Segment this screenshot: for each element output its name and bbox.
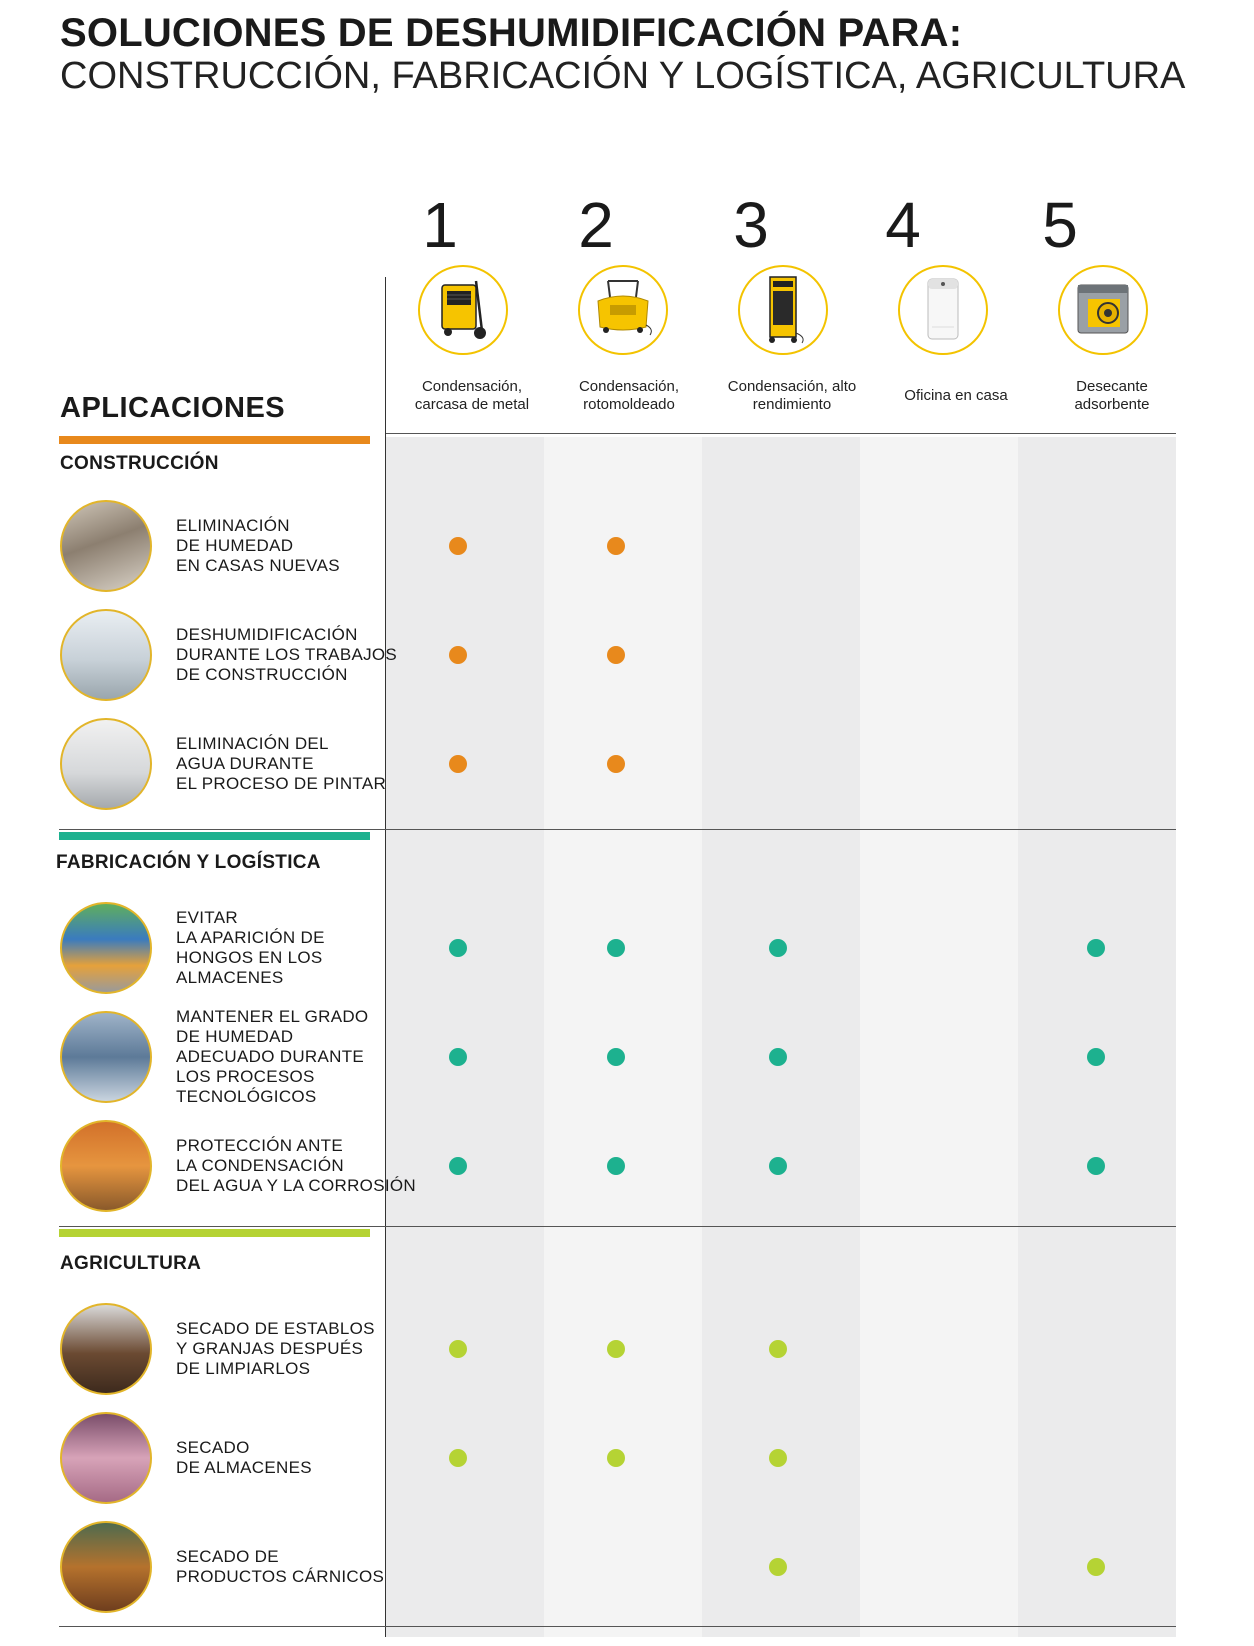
suitability-dot <box>449 646 467 664</box>
application-photo <box>60 500 152 592</box>
suitability-dot <box>1087 1558 1105 1576</box>
suitability-dot <box>1087 939 1105 957</box>
application-label: ELIMINACIÓN DE HUMEDAD EN CASAS NUEVAS <box>176 516 340 575</box>
application-label: SECADO DE PRODUCTOS CÁRNICOS <box>176 1547 385 1586</box>
suitability-dot <box>607 1048 625 1066</box>
column-label-5: Desecante adsorbente <box>1074 378 1150 413</box>
section-title-fabricacion: FABRICACIÓN Y LOGÍSTICA <box>56 852 321 873</box>
suitability-dot <box>607 755 625 773</box>
table-bottom-border <box>59 1626 1176 1627</box>
application-label: SECADO DE ALMACENES <box>176 1438 312 1477</box>
suitability-dot <box>769 1157 787 1175</box>
section-divider-2 <box>59 1226 1176 1227</box>
application-photo <box>60 902 152 994</box>
page-subtitle: CONSTRUCCIÓN, FABRICACIÓN Y LOGÍSTICA, AGRICULTURA <box>60 55 1186 97</box>
applications-heading: APLICACIONES <box>60 392 286 424</box>
section-title-agricultura: AGRICULTURA <box>60 1253 202 1274</box>
suitability-dot <box>769 1340 787 1358</box>
suitability-dot <box>769 1048 787 1066</box>
section-title-construccion: CONSTRUCCIÓN <box>60 453 219 474</box>
column-4-background <box>860 437 1018 1637</box>
suitability-dot <box>449 1048 467 1066</box>
suitability-dot <box>449 939 467 957</box>
application-photo <box>60 609 152 701</box>
suitability-dot <box>769 1558 787 1576</box>
application-photo <box>60 1011 152 1103</box>
column-number-4: 4 <box>885 189 921 261</box>
application-photo <box>60 1521 152 1613</box>
suitability-dot <box>607 537 625 555</box>
product-image-2 <box>578 265 668 355</box>
product-image-5 <box>1058 265 1148 355</box>
application-photo <box>60 718 152 810</box>
suitability-dot <box>449 755 467 773</box>
application-label: DESHUMIDIFICACIÓN DURANTE LOS TRABAJOS DE CONSTRUCCIÓN <box>176 625 398 684</box>
section-stripe-construccion <box>59 436 370 444</box>
suitability-dot <box>607 939 625 957</box>
suitability-dot <box>449 1157 467 1175</box>
column-number-2: 2 <box>578 189 614 261</box>
column-label-2: Condensación, rotomoldeado <box>578 378 680 413</box>
application-label: SECADO DE ESTABLOS Y GRANJAS DESPUÉS DE LIMPIARLOS <box>176 1319 375 1378</box>
table-vertical-divider <box>385 277 386 1637</box>
section-divider-1 <box>59 829 1176 830</box>
application-photo <box>60 1412 152 1504</box>
suitability-dot <box>607 1340 625 1358</box>
suitability-dot <box>607 646 625 664</box>
column-number-1: 1 <box>422 189 458 261</box>
column-number-3: 3 <box>733 189 769 261</box>
column-label-1: Condensación, carcasa de metal <box>414 378 530 413</box>
application-label: MANTENER EL GRADO DE HUMEDAD ADECUADO DURANTE LOS PROCESOS TECNOLÓGICOS <box>176 1007 369 1106</box>
page-title: SOLUCIONES DE DESHUMIDIFICACIÓN PARA: <box>60 11 963 55</box>
application-label: ELIMINACIÓN DEL AGUA DURANTE EL PROCESO DE PINTAR <box>176 734 387 793</box>
suitability-dot <box>449 1340 467 1358</box>
suitability-dot <box>607 1157 625 1175</box>
application-photo <box>60 1303 152 1395</box>
column-number-5: 5 <box>1042 189 1078 261</box>
application-label: PROTECCIÓN ANTE LA CONDENSACIÓN DEL AGUA Y LA CORROSIÓN <box>176 1136 416 1195</box>
product-image-1 <box>418 265 508 355</box>
section-stripe-fabricacion <box>59 832 370 840</box>
column-label-4: Oficina en casa <box>904 387 1008 404</box>
header-divider <box>386 433 1176 434</box>
suitability-dot <box>449 537 467 555</box>
section-stripe-agricultura <box>59 1229 370 1237</box>
suitability-dot <box>1087 1048 1105 1066</box>
column-5-background <box>1018 437 1176 1637</box>
application-label: EVITAR LA APARICIÓN DE HONGOS EN LOS ALMACENES <box>176 908 325 987</box>
product-image-4 <box>898 265 988 355</box>
application-photo <box>60 1120 152 1212</box>
column-label-3: Condensación, alto rendimiento <box>727 378 857 413</box>
product-image-3 <box>738 265 828 355</box>
suitability-dot <box>607 1449 625 1467</box>
suitability-dot <box>769 1449 787 1467</box>
suitability-dot <box>449 1449 467 1467</box>
suitability-dot <box>769 939 787 957</box>
suitability-dot <box>1087 1157 1105 1175</box>
